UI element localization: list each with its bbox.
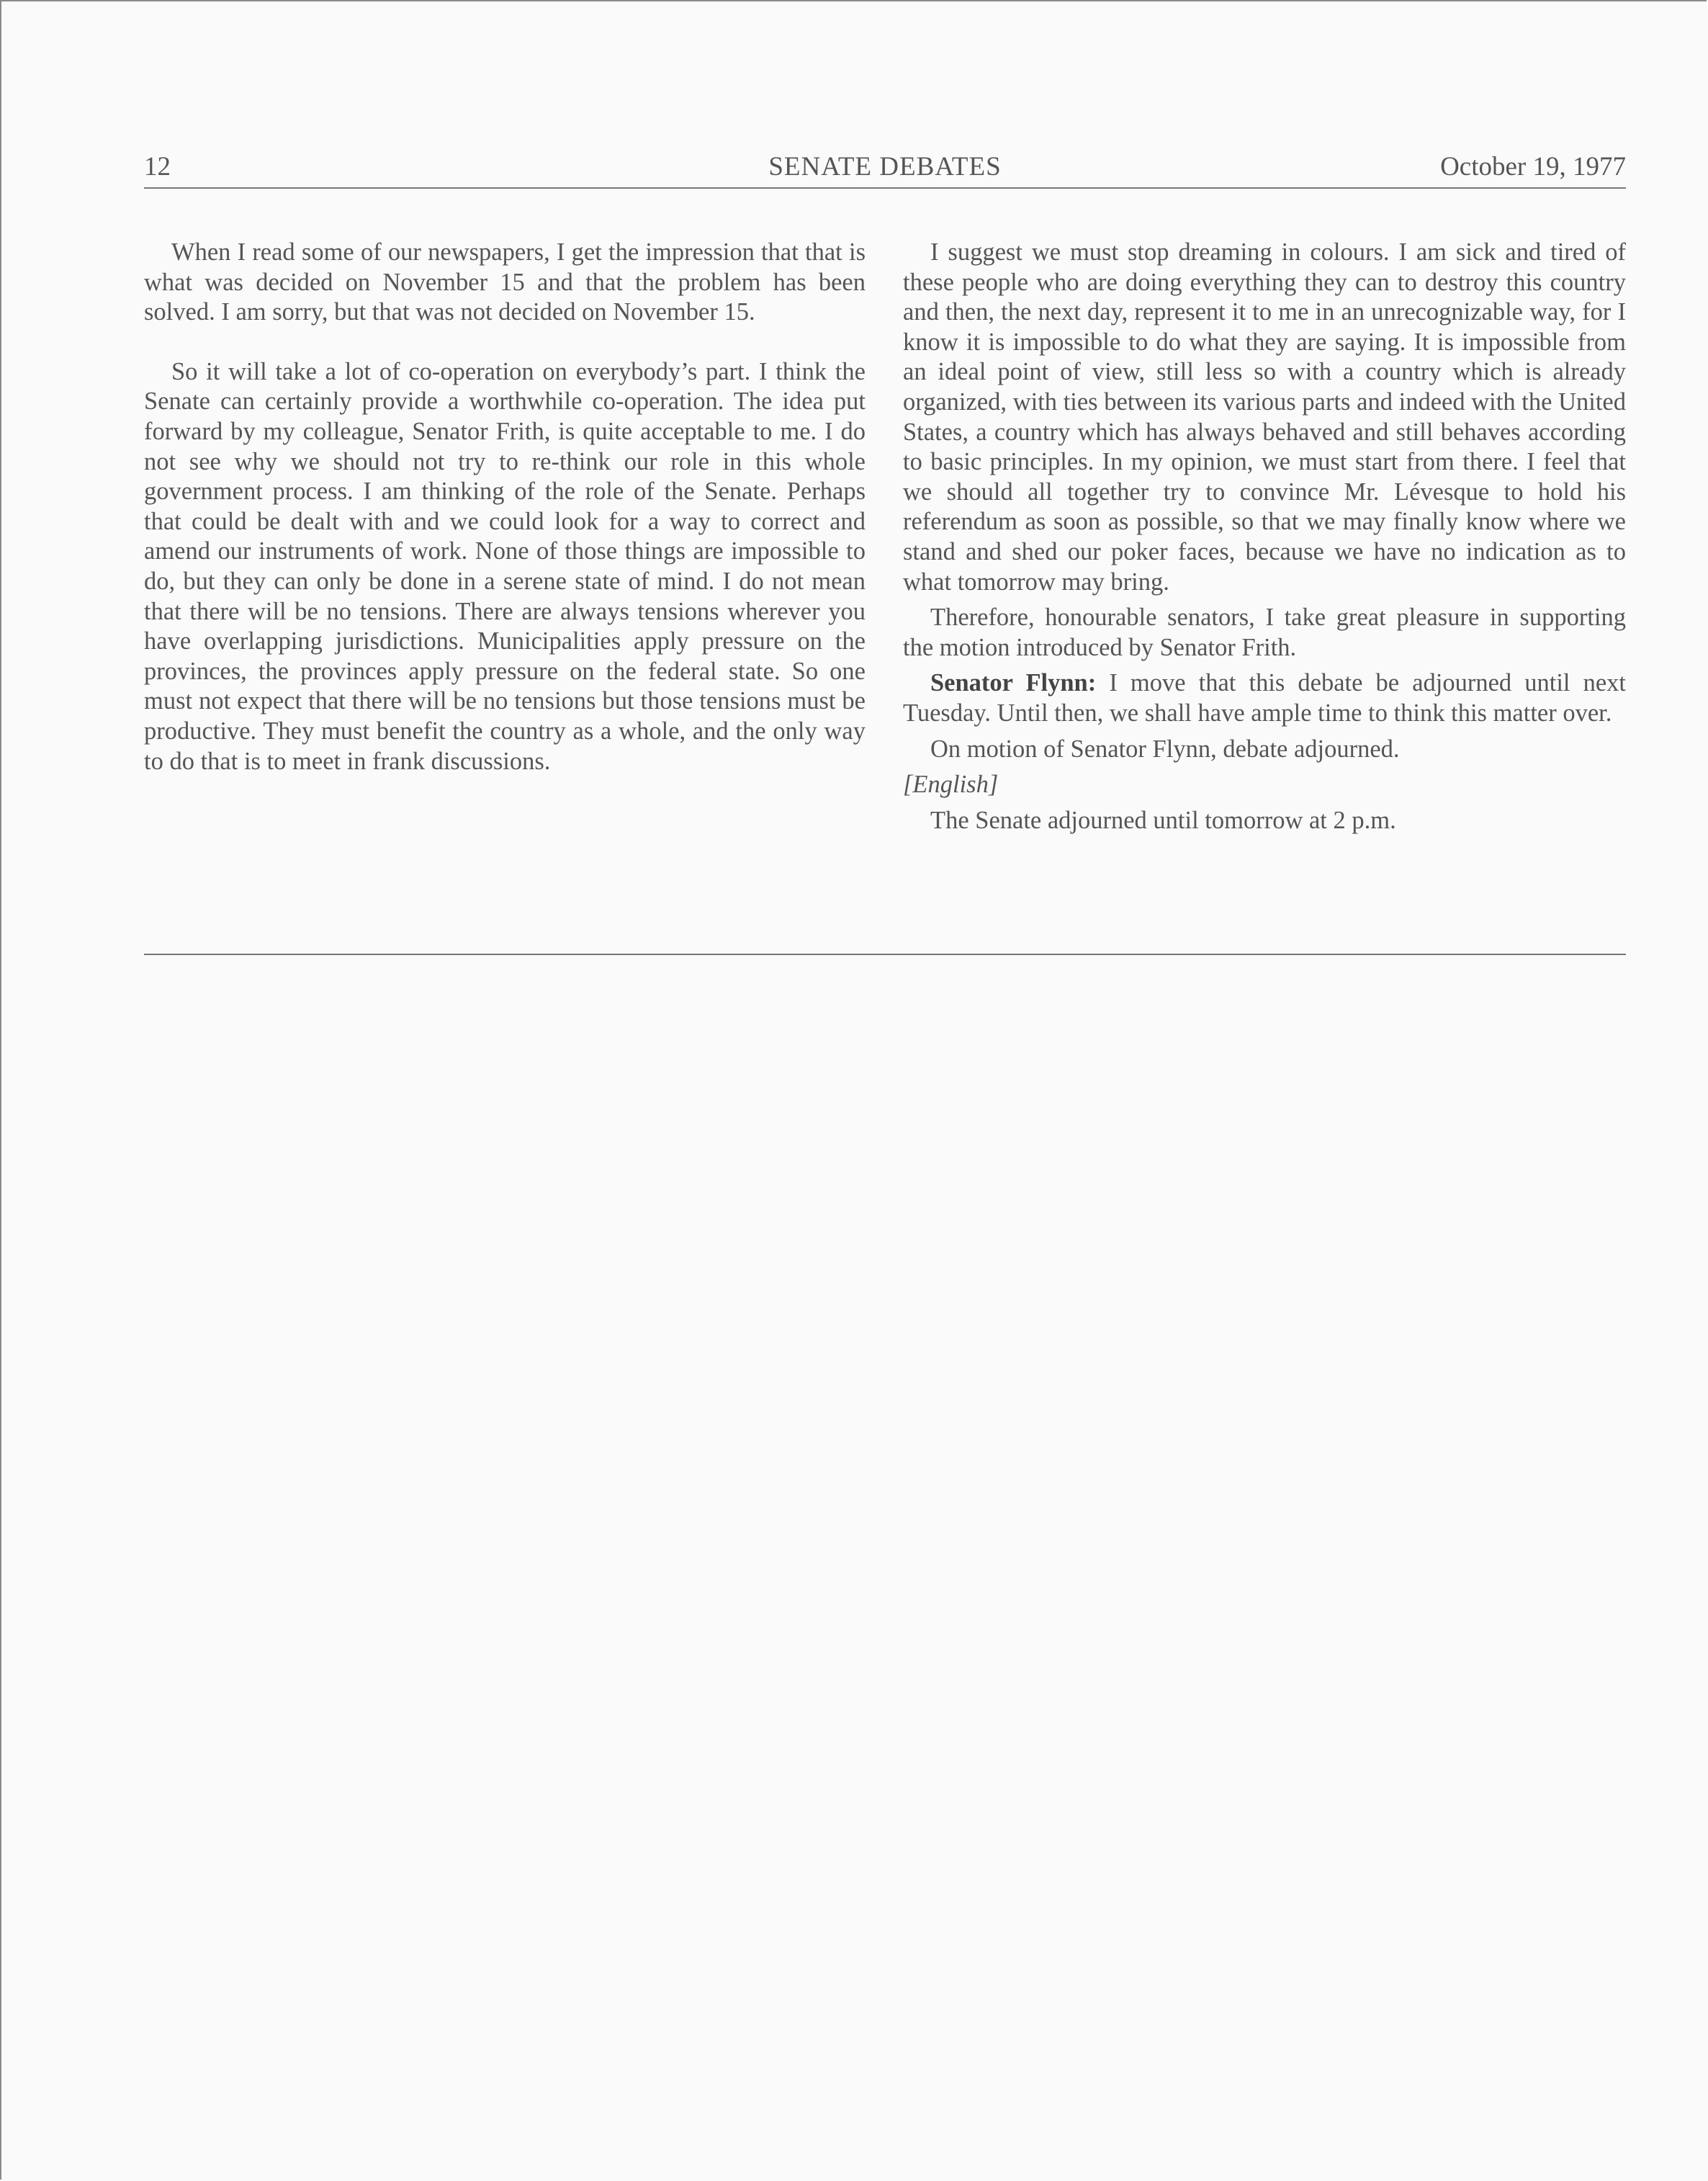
speaker-name: Senator Flynn: bbox=[930, 669, 1097, 697]
left-column bbox=[144, 238, 866, 776]
paragraph: On motion of Senator Flynn, debate adjourned. bbox=[930, 735, 1400, 763]
running-title: SENATE DEBATES bbox=[768, 152, 1002, 182]
speech-text: I move that this debate be adjourned until next Tuesday. Until then, we shall have ample time to think this matter over. bbox=[903, 669, 1626, 727]
page-date: October 19, 1977 bbox=[1440, 152, 1626, 182]
paragraph: The Senate adjourned until tomorrow at 2 p.m. bbox=[930, 806, 1396, 834]
running-header bbox=[144, 150, 1626, 189]
paragraph: I suggest we must stop dreaming in colours. I am sick and tired of these people who are doing everything they can to destroy this country and then, the next day, represent it to me in an unrecognizable way, for I know it is impossible to do what they are saying. It is impossible from an ideal point of view, still less so with a country which is already organized, with ties between its various parts and indeed with the United States, a country which has always behaved and still behaves according to basic principles. In my opinion, we must start from there. I feel that we should all together try to convince Mr. Lévesque to hold his referendum as soon as possible, so that we may finally know where we stand and shed our poker faces, because we have no indication as to what tomorrow may bring. bbox=[903, 238, 1626, 596]
paragraph: So it will take a lot of co-operation on everybody’s part. I think the Senate can certainly provide a worthwhile co-operation. The idea put forward by my colleague, Senator Frith, is quite acceptable to me. I do not see why we should not try to re-think our role in this whole government process. I am thinking of the role of the Senate. Perhaps that could be dealt with and we could look for a way to correct and amend our instruments of work. None of those things are impossible to do, but they can only be done in a serene state of mind. I do not mean that there will be no tensions. There are always tensions wherever you have overlapping jurisdictions. Municipalities apply pressure on the provinces, the provinces apply pressure on the federal state. So one must not expect that there will be no tensions but those tensions must be productive. They must benefit the country as a whole, and the only way to do that is to meet in frank discussions. bbox=[144, 357, 866, 775]
language-tag: [English] bbox=[903, 771, 999, 799]
speech-paragraph bbox=[903, 668, 1626, 728]
paragraph: When I read some of our newspapers, I get the impression that that is what was decided on November 15 and that the problem has been solved. I am sorry, but that was not decided on November 15. bbox=[144, 238, 866, 326]
right-column bbox=[903, 238, 1626, 836]
language-tag-line bbox=[903, 770, 1626, 800]
section-end-rule bbox=[144, 954, 1626, 955]
paragraph: Therefore, honourable senators, I take great pleasure in supporting the motion introduced by Senator Frith. bbox=[903, 604, 1626, 661]
page-number: 12 bbox=[144, 152, 171, 182]
